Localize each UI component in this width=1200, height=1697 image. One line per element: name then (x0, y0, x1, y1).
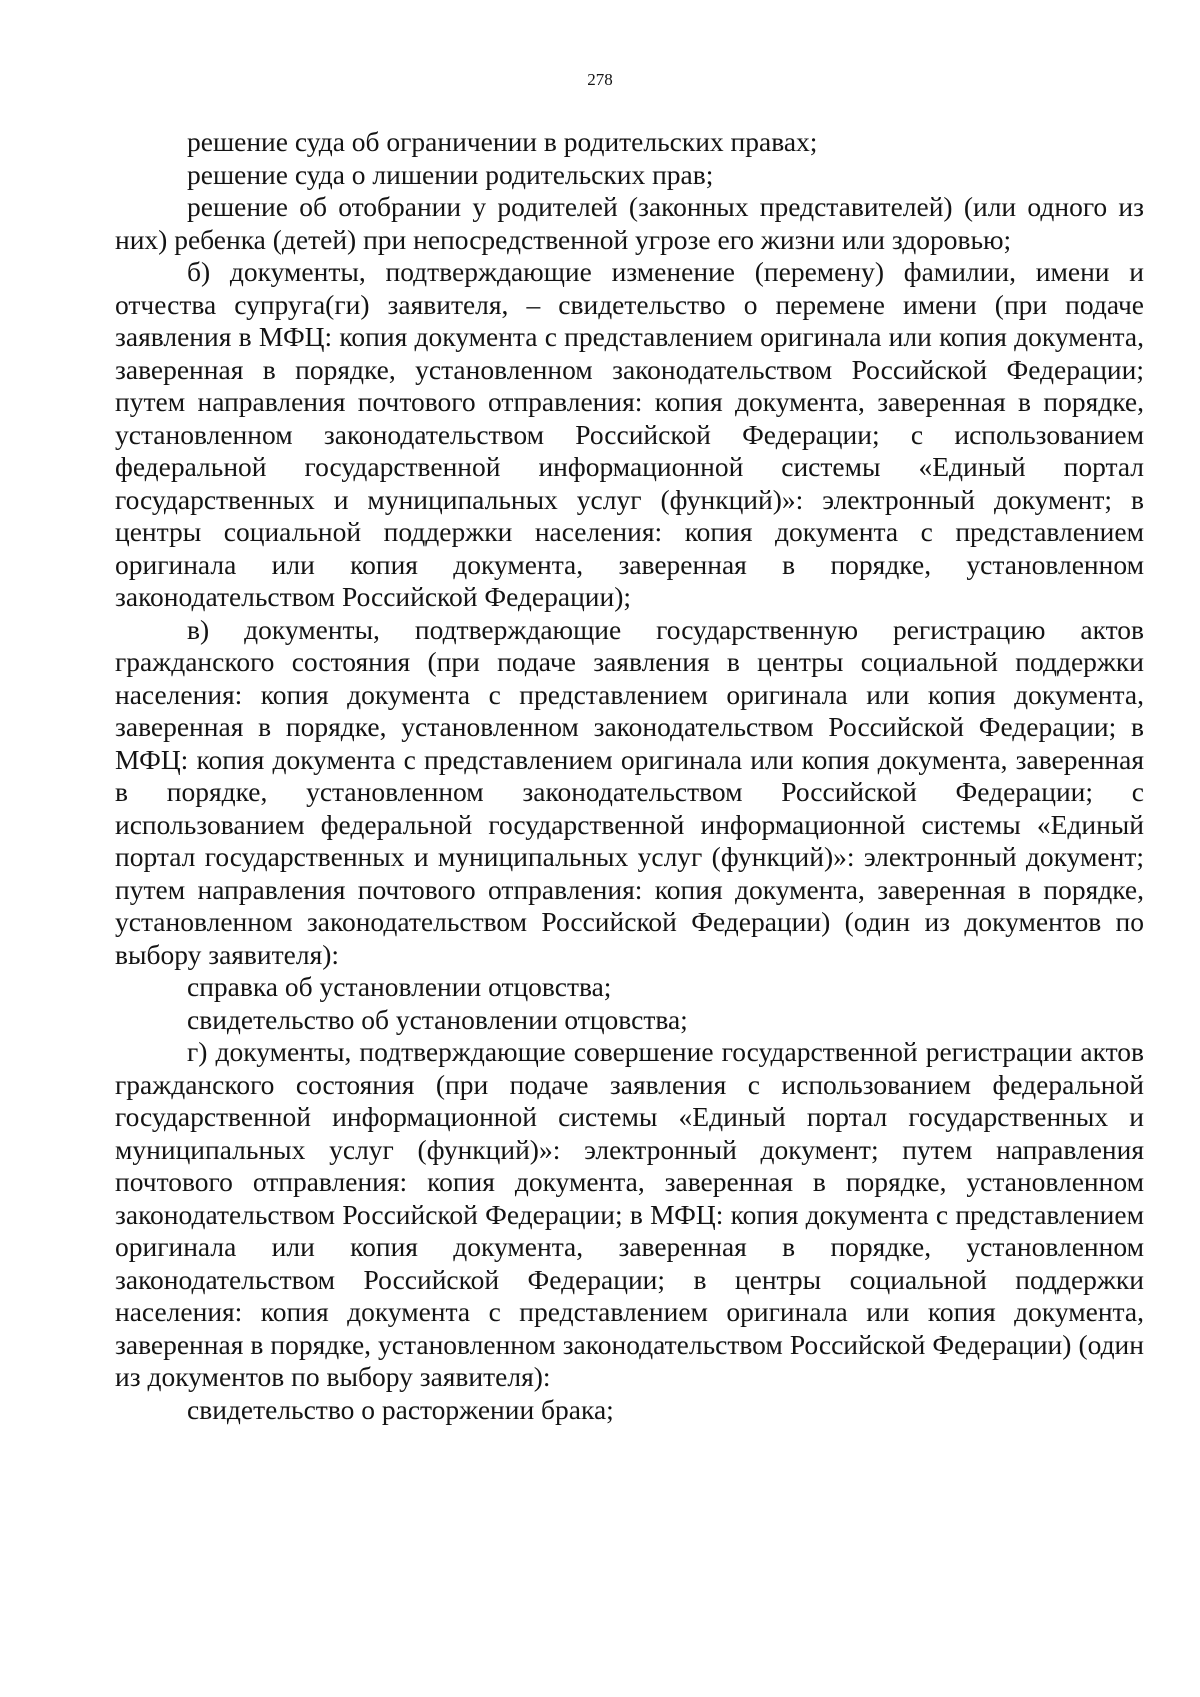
paragraph-paternity-certificate-ref: справка об установлении отцовства; (187, 971, 612, 1002)
paragraph-child-removal-decision: решение об отобрании у родителей (законных представителей) (или одного из них) ребенка (детей) при непосредственной угрозе его жизни или здоровью; (115, 191, 1144, 255)
paragraph-paternity-certificate: свидетельство об установлении отцовства; (187, 1003, 688, 1035)
paragraph-restriction-ruling: решение суда об ограничении в родительских правах; (187, 126, 818, 157)
paragraph-divorce-certificate: свидетельство о расторжении брака; (187, 1393, 614, 1425)
paragraph-deprivation-ruling: решение суда о лишении родительских прав; (187, 158, 714, 190)
page-number: 278 (587, 70, 613, 89)
document-body (115, 126, 1144, 1426)
paragraph-item-g: г) документы, подтверждающие совершение государственной регистрации актов гражданского состояния (при подаче заявления с использованием федеральной государственной информационной системы «Единый портал государственных и муниципальных услуг (функций)»: электронный документ; путем направления почтового отправления: копия документа, заверенная в порядке, установленном законодательством Российской Федерации; в МФЦ: копия документа с представлением оригинала или копия документа, заверенная в порядке, установленном законодательством Российской Федерации; в центры социальной поддержки населения: копия документа с представлением оригинала или копия документа, заверенная в порядке, установленном законодательством Российской Федерации) (один из документов по выбору заявителя): (115, 1036, 1144, 1392)
paragraph-item-v: в) документы, подтверждающие государственную регистрацию актов гражданского состояния (при подаче заявления в центры социальной поддержки населения: копия документа с представлением оригинала или копия документа, заверенная в порядке, установленном законодательством Российской Федерации; в МФЦ: копия документа с представлением оригинала или копия документа, заверенная в порядке, установленном законодательством Российской Федерации; с использованием федеральной государственной информационной системы «Единый портал государственных и муниципальных услуг (функций)»: электронный документ; путем направления почтового отправления: копия документа, заверенная в порядке, установленном законодательством Российской Федерации) (один из документов по выбору заявителя): (115, 613, 1144, 970)
paragraph-item-b: б) документы, подтверждающие изменение (перемену) фамилии, имени и отчества супруга(ги) заявителя, – свидетельство о перемене имени (при подаче заявления в МФЦ: копия документа с представлением оригинала или копия документа, заверенная в порядке, установленном законодательством Российской Федерации; путем направления почтового отправления: копия документа, заверенная в порядке, установленном законодательством Российской Федерации; с использованием федеральной государственной информационной системы «Единый портал государственных и муниципальных услуг (функций)»: электронный документ; в центры социальной поддержки населения: копия документа с представлением оригинала или копия документа, заверенная в порядке, установленном законодательством Российской Федерации); (115, 256, 1144, 612)
